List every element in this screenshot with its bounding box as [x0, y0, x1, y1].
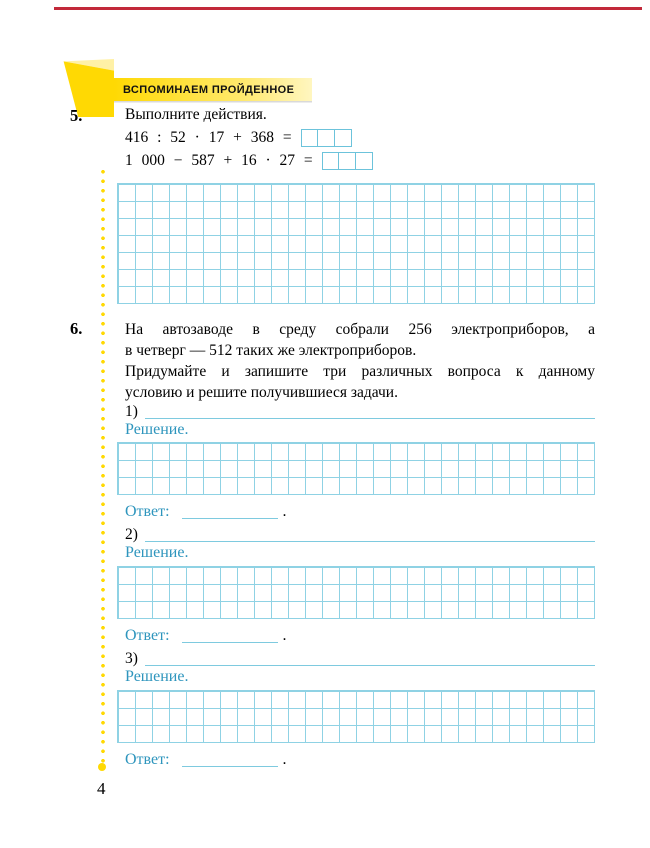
exercise5-number: 5. — [70, 106, 83, 125]
part2-answer-label: Ответ: — [125, 627, 170, 644]
part3-label: 3) — [125, 650, 138, 667]
answer-cell — [318, 129, 335, 147]
equation2-answer-boxes — [322, 152, 373, 170]
part1-answer-period: . — [282, 503, 287, 520]
part3-answer-line — [182, 754, 278, 767]
part1-question-row — [125, 403, 595, 421]
exercise6-text — [125, 319, 595, 403]
exercise6-text-line: в четверг — 512 таких же электроприборов. — [125, 342, 417, 359]
corner-fold-decoration — [58, 59, 114, 117]
part3-question-row — [125, 650, 595, 668]
part1-solution-label: Решение. — [125, 421, 189, 438]
part2-label: 2) — [125, 526, 138, 543]
part1-solution-grid — [117, 442, 595, 495]
page-number: 4 — [97, 779, 106, 798]
section-header-label: ВСПОМИНАЕМ ПРОЙДЕННОЕ — [123, 83, 295, 96]
answer-cell — [335, 129, 352, 147]
equation1-text: 416 : 52 · 17 + 368 = — [125, 129, 292, 146]
equation-row-1 — [125, 129, 352, 147]
part2-answer-period: . — [282, 627, 287, 644]
working-grid-exercise5 — [117, 183, 595, 304]
answer-cell — [356, 152, 373, 170]
section-header-band — [114, 78, 312, 101]
exercise5-prompt: Выполните действия. — [125, 106, 267, 123]
exercise6-text-line: условию и решите получившиеся задачи. — [125, 384, 398, 401]
answer-cell — [339, 152, 356, 170]
part2-question-row — [125, 526, 595, 544]
exercise6-text-line: На автозаводе в среду собрали 256 электроприборов, а — [125, 321, 595, 338]
answer-cell — [301, 129, 318, 147]
part3-solution-label: Решение. — [125, 668, 189, 685]
part2-answer-row — [125, 627, 287, 645]
part3-answer-row — [125, 751, 287, 769]
part3-question-line — [145, 652, 595, 666]
answer-cell — [322, 152, 339, 170]
part1-answer-row — [125, 503, 287, 521]
part2-solution-grid — [117, 566, 595, 619]
exercise6-number: 6. — [70, 319, 83, 338]
dotted-margin-end-dot — [98, 763, 106, 771]
top-rule-divider — [54, 7, 642, 10]
part2-solution-label: Решение. — [125, 544, 189, 561]
exercise6-text-line: Придумайте и запишите три различных вопроса к данному — [125, 363, 595, 380]
part1-label: 1) — [125, 403, 138, 420]
equation2-text: 1 000 − 587 + 16 · 27 = — [125, 152, 313, 169]
part1-answer-line — [182, 506, 278, 519]
equation-row-2 — [125, 152, 373, 170]
equation1-answer-boxes — [301, 129, 352, 147]
part1-answer-label: Ответ: — [125, 503, 170, 520]
dotted-margin-line — [100, 167, 106, 764]
part1-question-line — [145, 405, 595, 419]
part2-answer-line — [182, 630, 278, 643]
part2-question-line — [145, 528, 595, 542]
part3-answer-label: Ответ: — [125, 751, 170, 768]
part3-solution-grid — [117, 690, 595, 743]
part3-answer-period: . — [282, 751, 287, 768]
